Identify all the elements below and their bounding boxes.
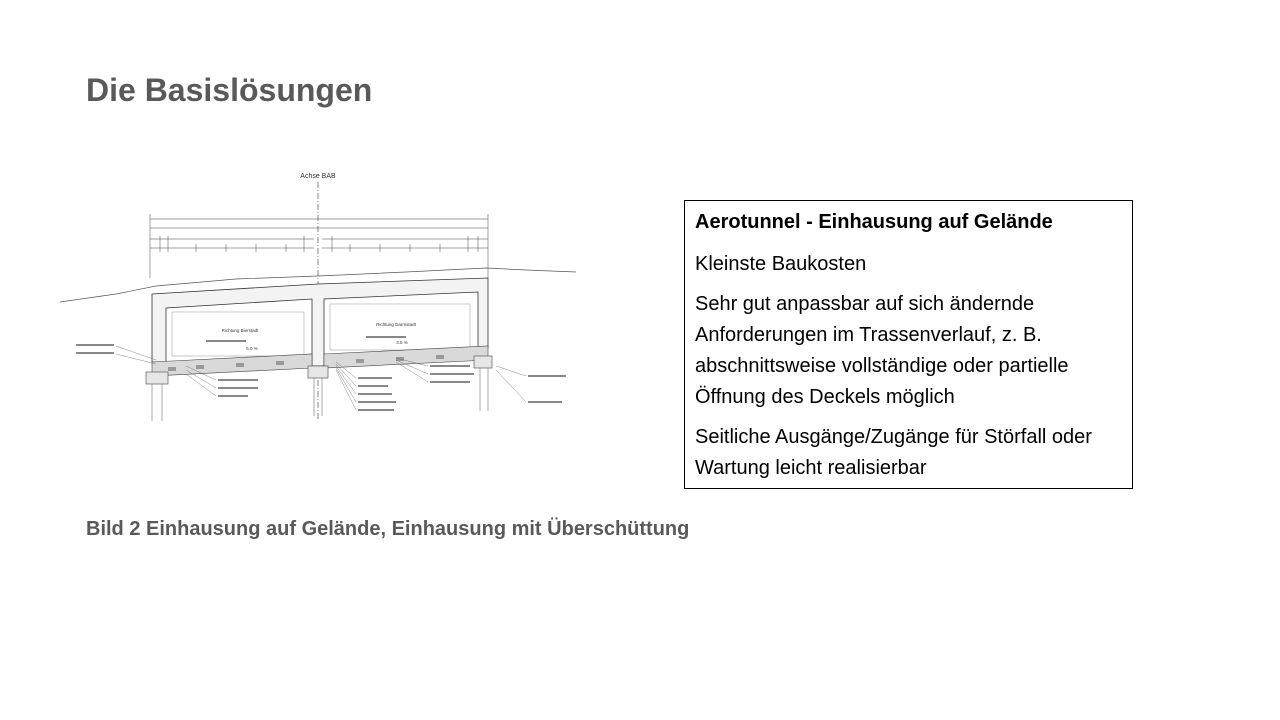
slide-title: Die Basislösungen bbox=[86, 72, 373, 108]
info-point: Sehr gut anpassbar auf sich ändernde Anforderungen im Trassenverlauf, z. B. abschnittsweise vollständige oder partielle Öffnung des Deckels möglich bbox=[695, 293, 1069, 408]
direction-right-label: Richtung Darmstadt bbox=[376, 322, 416, 327]
tunnel-cross-section-drawing bbox=[56, 166, 580, 428]
info-box bbox=[684, 200, 1133, 489]
axis-label: Achse BAB bbox=[300, 173, 336, 180]
figure-caption: Bild 2 Einhausung auf Gelände, Einhausung mit Überschüttung bbox=[86, 518, 690, 540]
slope-left-label: 5.0 % bbox=[246, 346, 258, 351]
info-box-title: Aerotunnel - Einhausung auf Gelände bbox=[695, 211, 1053, 233]
info-point: Kleinste Baukosten bbox=[695, 253, 867, 275]
direction-left-label: Richtung Bierstadt bbox=[221, 328, 259, 333]
dimension-lines bbox=[150, 214, 488, 278]
info-point: Seitliche Ausgänge/Zugänge für Störfall oder Wartung leicht realisierbar bbox=[695, 426, 1092, 479]
slope-right-label: 3.5 % bbox=[396, 340, 408, 345]
